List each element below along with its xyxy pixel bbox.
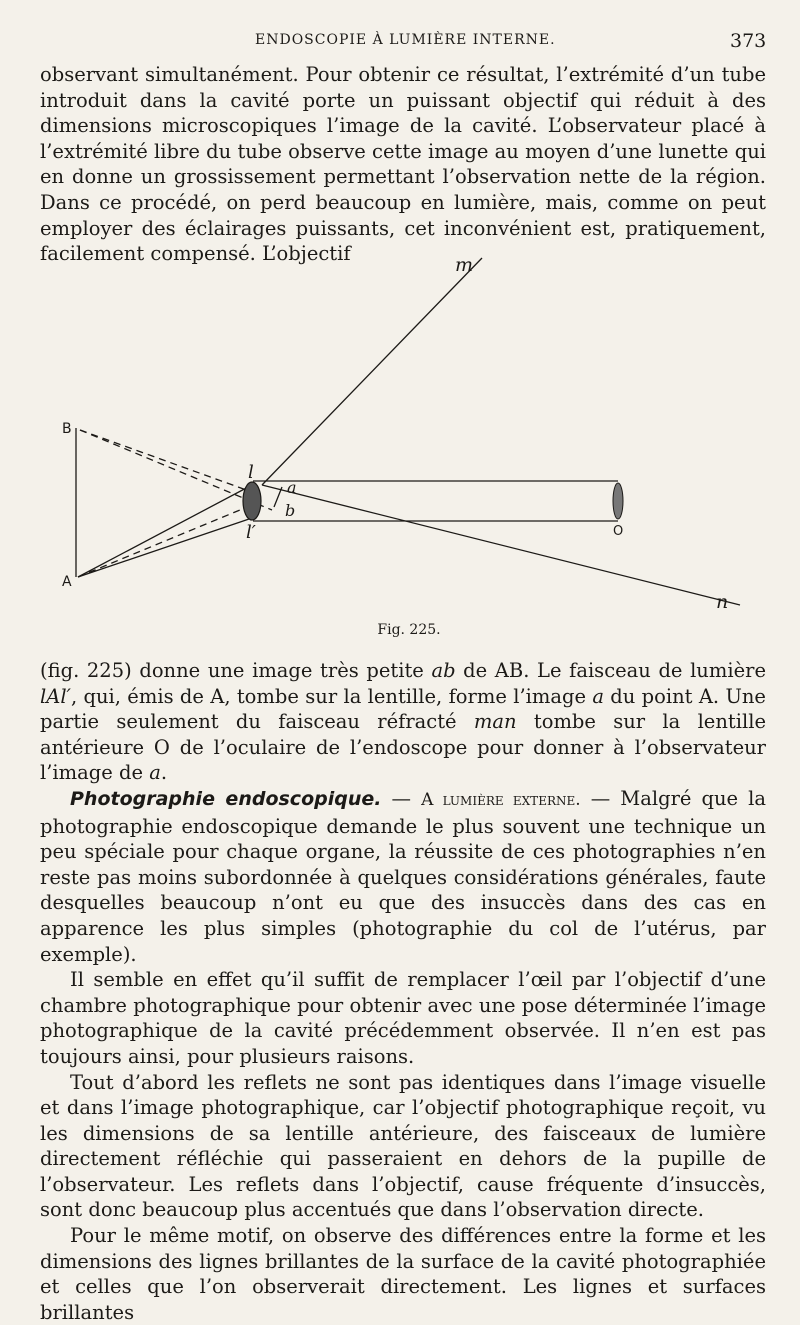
label-o: O <box>613 524 624 539</box>
label-l-prime: l′ <box>246 522 256 543</box>
image-ab <box>274 487 282 507</box>
figure-caption-text: Fig. 225. <box>377 622 441 638</box>
label-b: B <box>62 421 72 437</box>
ray-a-lower <box>78 518 252 577</box>
ray-b-dashed-upper <box>80 430 252 492</box>
ray-a-dashed <box>78 505 252 577</box>
figure-225 <box>0 250 800 650</box>
body-text-bottom <box>40 658 766 1325</box>
label-image-a: a <box>287 478 297 497</box>
text-run: — <box>580 786 621 810</box>
paragraph-top: observant simultanément. Pour obtenir ce résultat, l’extrémité d’un tube introduit dans la cavité porte un puissant objectif qui réduit à des dimensions microscopiques l’image de la cavité. L’observateur placé à l’extrémité libre du tube observe cette image au moyen d’une lunette qui en donne un grossissement permettant l’observation nette de la région. Dans ce procédé, on perd beaucoup en lumière, mais, comme on peut employer des éclairages puissants, cet inconvénient est, pratiquement, facilement compensé. L’objectif <box>40 63 766 266</box>
italic-man: man <box>473 710 517 734</box>
paragraph-3: Il semble en effet qu’il suffit de remplacer l’œil par l’objectif d’une chambre photographique pour obtenir avec une pose déterminée l’image photographique de la cavité précédemment observée. Il n’en est pas toujours ainsi, pour plusieurs raisons. <box>40 968 766 1068</box>
section-title: Photographie endoscopique. <box>70 787 382 810</box>
text-run: de AB. Le faisceau de lumière <box>455 659 766 682</box>
running-title: ENDOSCOPIE À LUMIÈRE INTERNE. <box>255 32 556 48</box>
label-m: m <box>455 254 474 276</box>
page-number: 373 <box>730 30 767 52</box>
text-run: — <box>381 786 422 810</box>
paragraph-1 <box>40 658 766 786</box>
text-run: . <box>160 761 168 785</box>
italic-a: a <box>149 761 161 785</box>
text-run: tombe sur la lentille antérieure O de l’oculaire de l’endoscope pour donner à l’observateur l’image de <box>40 710 766 785</box>
body-text-top <box>40 62 766 267</box>
ray-n <box>262 485 740 605</box>
section-subtitle: A lumière externe. <box>421 789 581 810</box>
italic-lal: lAl′ <box>40 684 71 708</box>
paragraph-2 <box>40 786 766 967</box>
objective-lens <box>243 482 261 520</box>
ray-m <box>262 258 482 485</box>
italic-a: a <box>592 684 604 708</box>
label-n: n <box>716 591 729 613</box>
label-l: l <box>248 462 254 483</box>
italic-ab: ab <box>431 659 456 682</box>
paragraph-5: Pour le même motif, on observe des différences entre la forme et les dimensions des lignes brillantes de la surface de la cavité photographiée et celles que l’on observerait directement. Les lignes et surfaces brillantes <box>40 1224 766 1324</box>
text-run: , qui, émis de A, tombe sur la lentille, forme l’image <box>70 684 593 708</box>
text-run: (fig. 225) donne une image très petite <box>40 659 432 682</box>
ray-a-upper <box>78 485 252 577</box>
ocular-lens <box>613 483 623 519</box>
label-a: A <box>62 574 72 590</box>
paragraph-4: Tout d’abord les reflets ne sont pas identiques dans l’image visuelle et dans l’image photographique, car l’objectif photographique reçoit, vu les dimensions de sa lentille antérieure, des faisceaux de lumière directement réfléchie qui passeraient en dehors de la pupille de l’observateur. Les reflets dans l’objectif, cause fréquente d’insuccès, sont donc beaucoup plus accentués que dans l’observation directe. <box>40 1070 766 1222</box>
text-run: du point A. Une partie seulement du faisceau réfracté <box>40 684 766 734</box>
running-header <box>0 30 800 54</box>
label-image-b: b <box>285 501 296 520</box>
text-run: Malgré que la photographie endoscopique demande le plus souvent une technique un peu spéciale pour chaque organe, la réussite de ces photographies n’en reste pas moins subordonnée à quelques considérations générales, faute desquelles beaucoup n’ont eu que des insuccès dans des cas en apparence les plus simples (photographie du col de l’utérus, par exemple). <box>40 786 766 966</box>
figure-caption <box>0 622 800 638</box>
